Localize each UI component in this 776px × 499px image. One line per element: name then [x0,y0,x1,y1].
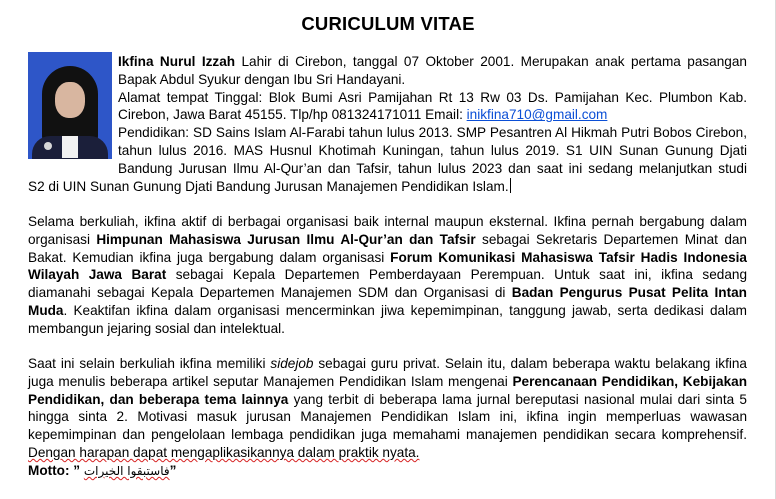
spellcheck-line: Dengan harapan dapat mengaplikasikannya dalam praktik nyata. [28,444,420,460]
intro-line: Bapak Abdul Syukur dengan Ibu Sri Handayani. [118,71,406,87]
motto-arabic: فاستبقوا الخيرات [83,463,170,478]
profile-photo [28,52,112,159]
intro-line: Ikfina Nurul Izzah Lahir di Cirebon, tanggal 07 Oktober 2001. Merupakan anak pertama pasangan [118,54,747,69]
work-paragraph: Saat ini selain berkuliah ikfina memiliki sidejob sebagai guru privat. Selain itu, dalam beberapa waktu belakang ikfina juga menulis beberapa artikel seputar Manajemen Pendidikan Islam mengenai Perencanaan Pendidikan, Kebijakan Pendidikan, dan beberapa tema lainnya yang terbit di beberapa lama jurnal bereputasi nasional mulai dari sinta 5 hingga sinta 2. Motivasi masuk jurusan Manajemen Pendidikan Islam ini, ikfina ingin memperluas wawasan kepemimpinan dan pengelolaan lembaga pendidikan juga memahami manajemen pendidikan secara komprehensif. Dengan harapan dapat mengaplikasikannya dalam praktik nyata. Motto: ” فاستبقوا الخيرات” [28,355,747,481]
education-line: Pendidikan: SD Sains Islam Al-Farabi tahun lulus 2013. SMP Pesantren Al Hikmah Putri Bobos Cirebon, [118,125,747,141]
motto-line: Motto: ” فاستبقوا الخيرات” [28,462,177,478]
contact-line: Cirebon, Jawa Barat 45155. Tlp/hp 081324171011 Email: inikfina710@gmail.com [118,107,608,123]
education-line: Bandung Jurusan Ilmu Al-Qur’an dan Tafsir, tahun lulus 2023 dan saat ini sedang melanjutkan studi [118,160,747,176]
text-cursor [510,178,511,193]
education-line: S2 di UIN Sunan Gunung Djati Bandung Jurusan Manajemen Pendidikan Islam. [28,178,509,194]
organization-paragraph: Selama berkuliah, ikfina aktif di berbagai organisasi baik internal maupun eksternal. Ikfina pernah bergabung dalam organisasi Himpunan Mahasiswa Jurusan Ilmu Al-Qur’an dan Tafsir sebagai Sekretaris Departemen Minat dan Bakat. Kemudian ikfina juga bergabung dalam organisasi Forum Komunikasi Mahasiswa Tafsir Hadis Indonesia Wilayah Jawa Barat sebagai Kepala Departemen Pemberdayaan Perempuan. Untuk saat ini, ikfina sedang diamanahi sebagai Kepala Departemen Manajemen SDM dan Organisasi di Badan Pengurus Pusat Pelita Intan Muda. Keaktifan ikfina dalam organisasi mencerminkan jiwa kepemimpinan, tanggung jawab, serta dedikasi dalam membangun jejaring sosial dan intelektual. [28,214,748,336]
person-name: Ikfina Nurul Izzah [118,54,236,69]
education-line: tahun lulus 2016. MAS Husnul Khotimah Kuningan, tahun lulus 2019. S1 UIN Sunan Gunung Djati [118,142,747,158]
email-link[interactable]: inikfina710@gmail.com [466,107,608,123]
motto-label: Motto: [28,462,70,478]
intro-section [28,53,747,195]
address-line: Alamat tempat Tinggal: Blok Bumi Asri Pamijahan Rt 13 Rw 03 Ds. Pamijahan Kec. Plumbon Kab. [118,89,747,105]
document-title: CURICULUM VITAE [301,13,475,34]
